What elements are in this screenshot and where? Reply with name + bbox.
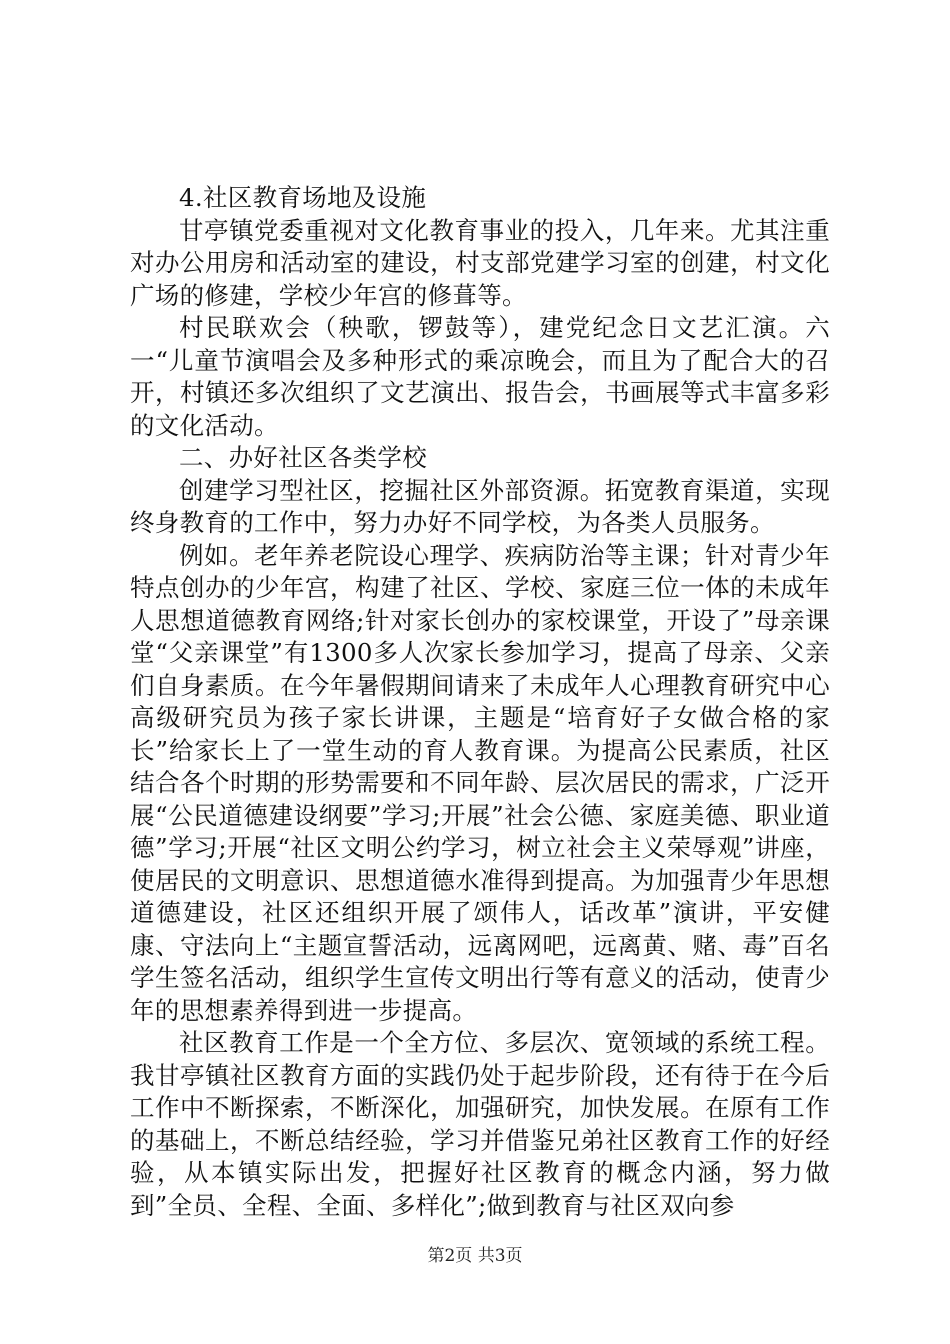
paragraph-cultural-activities: 村民联欢会（秧歌，锣鼓等），建党纪念日文艺汇演。六一“儿童节演唱会及多种形式的乘凉晚会，而且为了配合大的召开，村镇还多次组织了文艺演出、报告会，书画展等式丰富多彩的文化活动。 (130, 313, 831, 440)
section-heading-facilities: 4.社区教育场地及设施 (179, 183, 427, 212)
paragraph-investment: 甘亭镇党委重视对文化教育事业的投入，几年来。尤其注重对办公用房和活动室的建设，村支部党建学习室的创建，村文化广场的修建，学校少年宫的修葺等。 (130, 215, 830, 310)
paragraph-conclusion: 社区教育工作是一个全方位、多层次、宽领域的系统工程。我甘亭镇社区教育方面的实践仍处于起步阶段，还有待于在今后工作中不断探索，不断深化，加强研究，加快发展。在原有工作的基础上，不断总结经验，学习并借鉴兄弟社区教育工作的好经验，从本镇实际出发，把握好社区教育的概念内涵，努力做到”全员、全程、全面、多样化”;做到教育与社区双向参 (130, 1028, 830, 1220)
paragraph-examples: 例如。老年养老院设心理学、疾病防治等主课；针对青少年特点创办的少年宫，构建了社区、学校、家庭三位一体的未成年人思想道德教育网络;针对家长创办的家校课堂，开设了”母亲课堂“父亲课堂”有1300多人次家长参加学习，提高了母亲、父亲们自身素质。在今年暑假期间请来了未成年人心理教育研究中心高级研究员为孩子家长讲课，主题是“培育好子女做合格的家长”给家长上了一堂生动的育人教育课。为提高公民素质，社区结合各个时期的形势需要和不同年龄、层次居民的需求，广泛开展“公民道德建设纲要”学习;开展”社会公德、家庭美德、职业道德”学习;开展“社区文明公约学习，树立社会主义荣辱观”讲座，使居民的文明意识、思想道德水准得到提高。为加强青少年思想道德建设，社区还组织开展了颂伟人，话改革”演讲，平安健康、守法向上“主题宣誓活动，远离网吧，远离黄、赌、毒”百名学生签名活动，组织学生宣传文明出行等有意义的活动，使青少年的思想素养得到进一步提高。 (130, 540, 831, 1025)
document-body (130, 182, 830, 1222)
section-heading-schools: 二、办好社区各类学校 (179, 443, 427, 472)
page-number: 第2页 共3页 (427, 1246, 523, 1266)
paragraph-learning-community: 创建学习型社区，挖掘社区外部资源。拓宽教育渠道，实现终身教育的工作中，努力办好不同学校，为各类人员服务。 (130, 475, 830, 537)
